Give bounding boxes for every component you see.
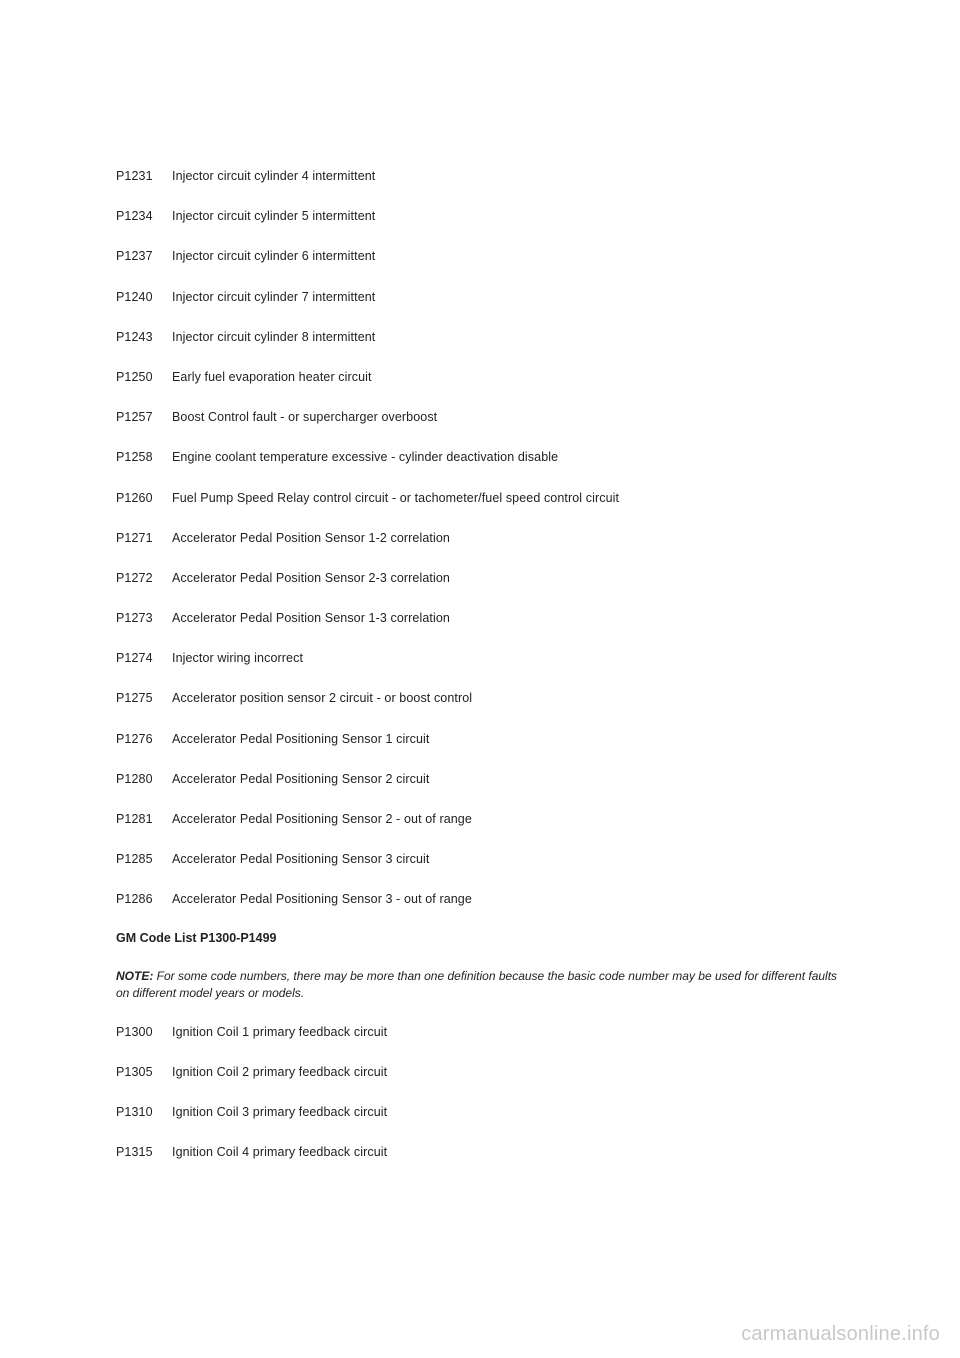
- code-row: [116, 248, 856, 264]
- trouble-code: P1271: [116, 530, 153, 545]
- code-row: [116, 168, 856, 184]
- watermark-footer: carmanualsonline.info: [741, 1323, 940, 1345]
- trouble-code: P1258: [116, 450, 153, 465]
- code-row: [116, 1024, 856, 1040]
- code-row: [116, 610, 856, 626]
- trouble-code: P1257: [116, 410, 153, 425]
- trouble-code: P1300: [116, 1024, 153, 1039]
- code-description: Ignition Coil 3 primary feedback circuit: [172, 1104, 388, 1119]
- code-row: [116, 1104, 856, 1120]
- code-description: Injector circuit cylinder 6 intermittent: [172, 249, 376, 264]
- code-description: Accelerator Pedal Position Sensor 2-3 correlation: [172, 570, 450, 585]
- code-description: Accelerator Pedal Position Sensor 1-3 correlation: [172, 611, 450, 626]
- code-description: Early fuel evaporation heater circuit: [172, 369, 372, 384]
- trouble-code: P1276: [116, 731, 153, 746]
- code-list-p1300: [116, 1024, 856, 1161]
- trouble-code: P1243: [116, 329, 153, 344]
- trouble-code: P1250: [116, 369, 153, 384]
- trouble-code: P1310: [116, 1104, 153, 1119]
- code-description: Injector circuit cylinder 7 intermittent: [172, 289, 376, 304]
- code-row: [116, 811, 856, 827]
- code-description: Accelerator position sensor 2 circuit - or boost control: [172, 691, 473, 706]
- code-description: Injector wiring incorrect: [172, 651, 304, 666]
- trouble-code: P1275: [116, 691, 153, 706]
- trouble-code: P1272: [116, 570, 153, 585]
- code-description: Injector circuit cylinder 8 intermittent: [172, 329, 376, 344]
- code-description: Accelerator Pedal Positioning Sensor 1 circuit: [172, 731, 430, 746]
- code-description: Ignition Coil 1 primary feedback circuit: [172, 1024, 388, 1039]
- code-row: [116, 891, 856, 907]
- trouble-code: P1231: [116, 169, 153, 183]
- code-description: Engine coolant temperature excessive - cylinder deactivation disable: [172, 450, 559, 465]
- code-row: [116, 490, 856, 506]
- code-description: Accelerator Pedal Position Sensor 1-2 correlation: [172, 530, 450, 545]
- code-row: [116, 369, 856, 385]
- code-description: Injector circuit cylinder 4 intermittent: [172, 169, 376, 183]
- code-row: [116, 208, 856, 224]
- code-row: [116, 1064, 856, 1080]
- section-heading: GM Code List P1300-P1499: [116, 930, 277, 945]
- trouble-code: P1281: [116, 812, 153, 826]
- code-row: [116, 771, 856, 787]
- code-row: [116, 690, 856, 706]
- trouble-code: P1240: [116, 289, 153, 304]
- code-row: [116, 570, 856, 586]
- code-description: Ignition Coil 2 primary feedback circuit: [172, 1064, 388, 1079]
- trouble-code: P1273: [116, 611, 153, 626]
- trouble-code: P1237: [116, 249, 153, 264]
- code-row: [116, 329, 856, 345]
- code-row: [116, 851, 856, 867]
- code-description: Accelerator Pedal Positioning Sensor 2 circuit: [172, 771, 430, 786]
- note-paragraph: [116, 968, 846, 1002]
- trouble-code: P1260: [116, 490, 153, 505]
- code-row: [116, 409, 856, 425]
- code-description: Accelerator Pedal Positioning Sensor 3 circuit: [172, 852, 430, 867]
- trouble-code: P1305: [116, 1064, 153, 1079]
- code-row: [116, 650, 856, 666]
- code-list-p1200: [116, 168, 856, 907]
- code-row: [116, 449, 856, 465]
- note-body: For some code numbers, there may be more than one definition because the basic code number may be used for different faults on different model years or models.: [116, 968, 838, 1000]
- document-page: [116, 168, 856, 1184]
- code-description: Accelerator Pedal Positioning Sensor 2 - out of range: [172, 812, 472, 826]
- code-row: [116, 289, 856, 305]
- trouble-code: P1285: [116, 852, 153, 867]
- code-description: Accelerator Pedal Positioning Sensor 3 - out of range: [172, 892, 472, 907]
- trouble-code: P1286: [116, 892, 153, 907]
- code-description: Ignition Coil 4 primary feedback circuit: [172, 1145, 388, 1160]
- code-row: [116, 1144, 856, 1160]
- code-description: Boost Control fault - or supercharger overboost: [172, 410, 438, 425]
- code-description: Injector circuit cylinder 5 intermittent: [172, 209, 376, 224]
- code-description: Fuel Pump Speed Relay control circuit - or tachometer/fuel speed control circuit: [172, 490, 620, 505]
- trouble-code: P1234: [116, 209, 153, 224]
- trouble-code: P1280: [116, 771, 153, 786]
- trouble-code: P1315: [116, 1145, 153, 1160]
- code-row: [116, 530, 856, 546]
- trouble-code: P1274: [116, 651, 153, 666]
- note-lead: NOTE:: [116, 968, 154, 983]
- code-row: [116, 731, 856, 747]
